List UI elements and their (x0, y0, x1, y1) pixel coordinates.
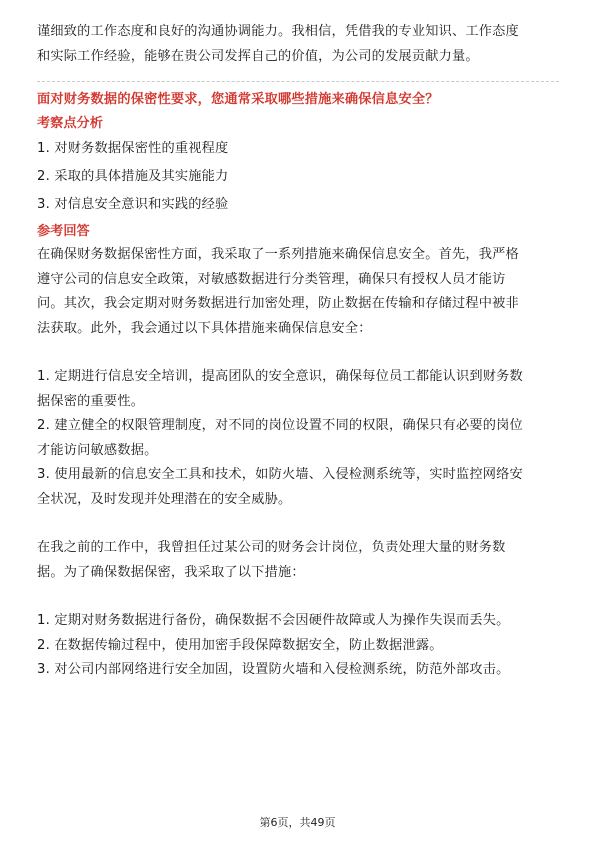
measure-item-line: 3. 使用最新的信息安全工具和技术，如防火墙、入侵检测系统等，实时监控网络安 (37, 467, 523, 482)
paragraph-gap (37, 341, 559, 365)
intro-line: 和实际工作经验，能够在贵公司发挥自己的价值，为公司的发展贡献力量。 (37, 48, 479, 64)
measure-item-line: 据保密的重要性。 (37, 393, 145, 409)
answer-paragraph-line: 遵守公司的信息安全政策，对敏感数据进行分类管理，确保只有授权人员才能访 (37, 271, 506, 287)
section-divider (37, 81, 559, 82)
paragraph-gap (37, 512, 559, 536)
answer-title: 参考回答 (37, 224, 90, 239)
analysis-item: 2. 采取的具体措施及其实施能力 (37, 169, 229, 184)
measure-item-line: 2. 建立健全的权限管理制度，对不同的岗位设置不同的权限，确保只有必要的岗位 (37, 418, 523, 433)
page-number: 第6页，共49页 (259, 816, 336, 829)
analysis-item: 1. 对财务数据保密性的重视程度 (37, 141, 229, 156)
intro-line: 谨细致的工作态度和良好的沟通协调能力。我相信，凭借我的专业知识、工作态度 (37, 24, 519, 39)
analysis-title: 考察点分析 (37, 116, 103, 131)
experience-paragraph-line: 据。为了确保数据保密，我采取了以下措施： (37, 564, 305, 580)
experience-item: 3. 对公司内部网络进行安全加固，设置防火墙和入侵检测系统，防范外部攻击。 (37, 662, 510, 677)
experience-item: 1. 定期对财务数据进行备份，确保数据不会因硬件故障或人为操作失误而丢失。 (37, 613, 510, 628)
paragraph-gap (37, 585, 559, 609)
analysis-item: 3. 对信息安全意识和实践的经验 (37, 197, 229, 212)
measure-item-line: 全状况，及时发现并处理潜在的安全威胁。 (37, 491, 292, 507)
question-heading: 面对财务数据的保密性要求，您通常采取哪些措施来确保信息安全？ (37, 92, 439, 107)
experience-item: 2. 在数据传输过程中，使用加密手段保障数据安全，防止数据泄露。 (37, 637, 443, 653)
page-content (37, 20, 559, 683)
measure-item-line: 才能访问敏感数据。 (37, 442, 158, 458)
answer-paragraph-line: 问。其次，我会定期对财务数据进行加密处理，防止数据在传输和存储过程中被非 (37, 296, 519, 311)
experience-paragraph-line: 在我之前的工作中，我曾担任过某公司的财务会计岗位，负责处理大量的财务数 (37, 540, 506, 555)
answer-paragraph-line: 法获取。此外，我会通过以下具体措施来确保信息安全： (37, 320, 372, 336)
measure-item-line: 1. 定期进行信息安全培训，提高团队的安全意识，确保每位员工都能认识到财务数 (37, 369, 523, 384)
answer-paragraph-line: 在确保财务数据保密性方面，我采取了一系列措施来确保信息安全。首先，我严格 (37, 247, 519, 262)
